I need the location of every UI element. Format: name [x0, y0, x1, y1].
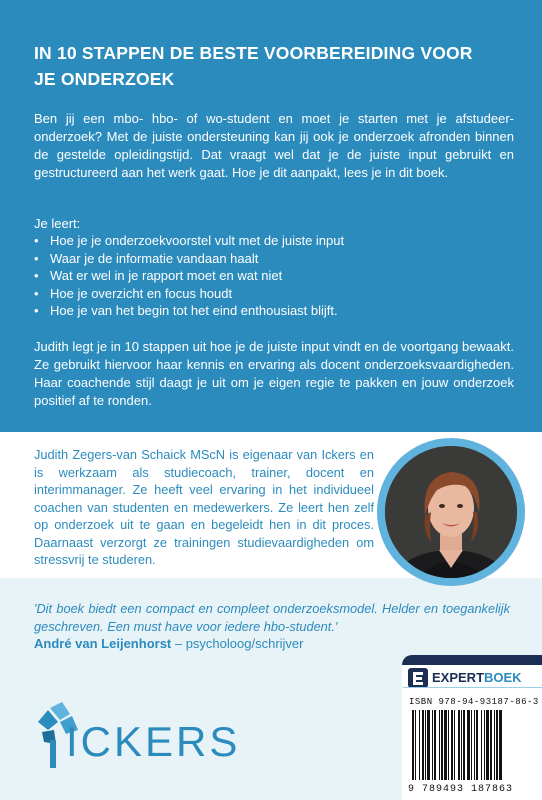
author-bio: Judith Zegers-van Schaick MScN is eigenaar van Ickers en is werkzaam als studiecoach, trainer, docent en interimmanager. Ze heeft veel ervaring in het individueel coachen van studenten en medewerkers. Ze leert hen zelf op onderzoek uit te gaan en begeleidt hen in dit proces. Daarnaast verzorgt ze trainingen studievaardigheden om stressvrij te studeren.	[34, 447, 374, 567]
list-item: • Wat er wel in je rapport moet en wat niet	[34, 268, 283, 283]
list-item: • Hoe je je onderzoekvoorstel vult met de juiste input	[34, 233, 345, 248]
title-line-1: IN 10 STAPPEN DE BESTE VOORBEREIDING VOOR	[34, 43, 473, 63]
bullet-marker: •	[34, 233, 39, 248]
bullet-marker: •	[34, 303, 39, 318]
author-photo	[385, 446, 517, 578]
list-item: • Hoe je van het begin tot het eind enthousiast blijft.	[34, 303, 338, 318]
title-line-2: JE ONDERZOEK	[34, 69, 175, 89]
bullet-marker: •	[34, 250, 39, 266]
back-cover-title	[34, 40, 514, 92]
learning-list	[34, 232, 344, 320]
intro-paragraph: Ben jij een mbo- hbo- of wo-student en moet je starten met je afstudeer-onderzoek? Met de juiste ondersteuning kan jij ook je onderzoek afronden binnen de gestelde opleidingstijd. Dat vraagt wel dat je de juiste input gebruikt en gestructureerd aan het werk gaat. Hoe je dit aanpakt, lees je in dit boek.	[34, 111, 514, 180]
author-role: – psycholoog/schrijver	[171, 636, 304, 651]
publisher-name: EXPERTBOEK	[432, 670, 522, 685]
summary-paragraph: Judith legt je in 10 stappen uit hoe je de juiste input vindt en de voortgang bewaakt. Ze gebruikt hiervoor haar kennis en ervaring als docent onderzoeksvaardigheden. Haar coachende stijl daagt je uit om je eigen regie te pakken en jouw onderzoek positief af te ronden.	[34, 339, 514, 408]
publisher-top-bar	[402, 655, 542, 665]
ickers-logo-text: ICKERS	[66, 718, 241, 765]
bullet-marker: •	[34, 268, 39, 283]
author-name: André van Leijenhorst	[34, 636, 172, 651]
testimonial-author	[34, 636, 303, 651]
learn-heading: Je leert:	[34, 216, 81, 231]
publisher-divider	[403, 687, 542, 688]
isbn-label: ISBN 978-94-93187-86-3	[409, 697, 539, 707]
barcode	[410, 710, 538, 782]
barcode-number: 9 789493 187863	[408, 784, 514, 795]
expertboek-logo-icon	[408, 668, 430, 688]
list-item: • Hoe je overzicht en focus houdt	[34, 285, 233, 301]
testimonial-quote: 'Dit boek biedt een compact en compleet onderzoeksmodel. Helder en toegankelijk geschreven. Een must have voor iedere hbo-student.'	[34, 601, 510, 634]
list-item: • Waar je de informatie vandaan haalt	[34, 250, 259, 266]
bullet-marker: •	[34, 285, 39, 301]
